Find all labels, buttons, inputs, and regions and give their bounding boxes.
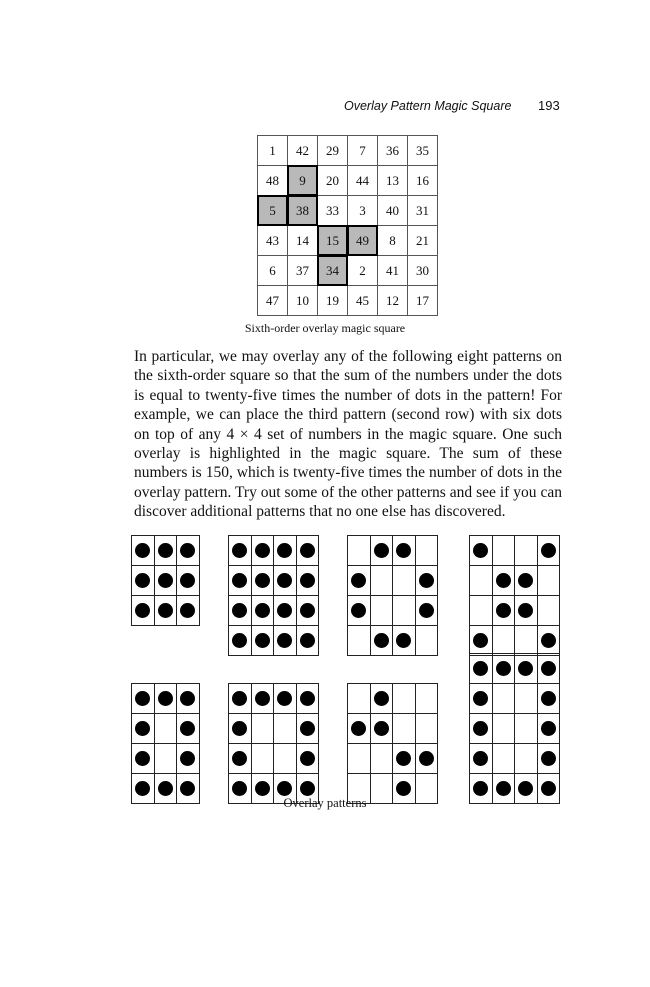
- pattern-dot: [255, 573, 270, 588]
- magic-square-cell: 15: [318, 226, 348, 256]
- magic-square-cell: 14: [288, 226, 318, 256]
- pattern-cell: [229, 714, 252, 744]
- pattern-cell: [348, 536, 371, 566]
- pattern-dot: [180, 781, 195, 796]
- pattern-cell: [470, 596, 493, 626]
- pattern-cell: [493, 654, 516, 684]
- magic-square-cell: 44: [348, 166, 378, 196]
- pattern-cell: [155, 714, 178, 744]
- magic-square-cell: 20: [318, 166, 348, 196]
- pattern-cell: [515, 744, 538, 774]
- pattern-dot: [255, 781, 270, 796]
- pattern-cell: [297, 536, 320, 566]
- pattern-cell: [393, 714, 416, 744]
- pattern-cell: [274, 536, 297, 566]
- pattern-dot: [473, 661, 488, 676]
- pattern-dot: [158, 573, 173, 588]
- magic-square-cell: 5: [258, 196, 288, 226]
- pattern-cell: [470, 714, 493, 744]
- pattern-dot: [135, 573, 150, 588]
- pattern-cell: [416, 684, 439, 714]
- pattern-dot: [135, 691, 150, 706]
- pattern-dot: [232, 751, 247, 766]
- pattern-cell: [252, 684, 275, 714]
- pattern-dot: [518, 603, 533, 618]
- pattern-cell: [229, 566, 252, 596]
- pattern-cell: [229, 744, 252, 774]
- magic-square-cell: 42: [288, 136, 318, 166]
- pattern-dot: [180, 691, 195, 706]
- pattern-dot: [396, 781, 411, 796]
- pattern-dot: [473, 691, 488, 706]
- pattern-dot: [180, 721, 195, 736]
- pattern-dot: [158, 691, 173, 706]
- pattern-dot: [419, 751, 434, 766]
- overlay-pattern: [131, 535, 200, 626]
- pattern-dot: [473, 751, 488, 766]
- pattern-cell: [538, 596, 561, 626]
- pattern-dot: [277, 573, 292, 588]
- pattern-dot: [300, 781, 315, 796]
- overlay-pattern: [469, 653, 560, 804]
- pattern-cell: [348, 744, 371, 774]
- pattern-dot: [473, 543, 488, 558]
- magic-square-cell: 10: [288, 286, 318, 316]
- pattern-dot: [473, 721, 488, 736]
- pattern-dot: [541, 751, 556, 766]
- magic-square-cell: 49: [348, 226, 378, 256]
- pattern-dot: [180, 603, 195, 618]
- pattern-dot: [541, 633, 556, 648]
- pattern-cell: [416, 566, 439, 596]
- overlay-cell-outline: [257, 195, 288, 226]
- pattern-cell: [393, 744, 416, 774]
- pattern-cell: [274, 744, 297, 774]
- pattern-dot: [232, 543, 247, 558]
- pattern-dot: [300, 721, 315, 736]
- pattern-cell: [177, 566, 200, 596]
- pattern-cell: [297, 744, 320, 774]
- pattern-cell: [155, 536, 178, 566]
- pattern-cell: [538, 744, 561, 774]
- pattern-dot: [255, 691, 270, 706]
- pattern-dot: [518, 661, 533, 676]
- magic-square-cell: 19: [318, 286, 348, 316]
- pattern-dot: [277, 603, 292, 618]
- pattern-dot: [473, 633, 488, 648]
- running-header-title: Overlay Pattern Magic Square: [344, 99, 512, 113]
- pattern-cell: [274, 714, 297, 744]
- pattern-cell: [470, 684, 493, 714]
- pattern-cell: [297, 684, 320, 714]
- pattern-dot: [158, 603, 173, 618]
- pattern-cell: [132, 714, 155, 744]
- pattern-dot: [232, 573, 247, 588]
- pattern-dot: [496, 781, 511, 796]
- pattern-dot: [419, 603, 434, 618]
- pattern-dot: [541, 721, 556, 736]
- pattern-dot: [232, 691, 247, 706]
- pattern-dot: [135, 751, 150, 766]
- pattern-cell: [371, 684, 394, 714]
- pattern-dot: [232, 603, 247, 618]
- magic-square-cell: 48: [258, 166, 288, 196]
- pattern-cell: [515, 684, 538, 714]
- pattern-cell: [297, 626, 320, 656]
- pattern-dot: [396, 633, 411, 648]
- pattern-cell: [371, 596, 394, 626]
- pattern-dot: [541, 543, 556, 558]
- magic-square-cell: 29: [318, 136, 348, 166]
- pattern-dot: [180, 751, 195, 766]
- pattern-cell: [155, 744, 178, 774]
- pattern-cell: [538, 654, 561, 684]
- pattern-cell: [297, 596, 320, 626]
- pattern-cell: [515, 596, 538, 626]
- overlay-cell-outline: [347, 225, 378, 256]
- pattern-cell: [297, 714, 320, 744]
- pattern-cell: [348, 714, 371, 744]
- magic-square-cell: 21: [408, 226, 438, 256]
- pattern-cell: [393, 626, 416, 656]
- pattern-cell: [515, 566, 538, 596]
- pattern-dot: [300, 751, 315, 766]
- magic-square-cell: 30: [408, 256, 438, 286]
- pattern-dot: [374, 543, 389, 558]
- pattern-cell: [229, 684, 252, 714]
- pattern-dot: [255, 633, 270, 648]
- pattern-dot: [158, 781, 173, 796]
- magic-square-row: [258, 286, 438, 316]
- pattern-cell: [470, 536, 493, 566]
- pattern-cell: [493, 596, 516, 626]
- pattern-dot: [541, 781, 556, 796]
- magic-square-row: [258, 166, 438, 196]
- pattern-dot: [518, 781, 533, 796]
- pattern-dot: [180, 543, 195, 558]
- pattern-dot: [232, 633, 247, 648]
- pattern-cell: [493, 684, 516, 714]
- patterns-caption: Overlay patterns: [283, 796, 367, 810]
- magic-square-cell: 41: [378, 256, 408, 286]
- pattern-cell: [371, 626, 394, 656]
- pattern-cell: [177, 684, 200, 714]
- pattern-dot: [300, 603, 315, 618]
- pattern-cell: [538, 714, 561, 744]
- pattern-dot: [135, 543, 150, 558]
- pattern-dot: [180, 573, 195, 588]
- magic-square-cell: 45: [348, 286, 378, 316]
- pattern-dot: [300, 573, 315, 588]
- pattern-dot: [277, 543, 292, 558]
- magic-square-cell: 3: [348, 196, 378, 226]
- magic-square-cell: 35: [408, 136, 438, 166]
- pattern-dot: [496, 573, 511, 588]
- pattern-cell: [416, 714, 439, 744]
- magic-square-cell: 1: [258, 136, 288, 166]
- magic-square-row: [258, 136, 438, 166]
- pattern-dot: [277, 633, 292, 648]
- overlay-pattern: [228, 535, 319, 656]
- magic-square-cell: 16: [408, 166, 438, 196]
- pattern-cell: [252, 596, 275, 626]
- pattern-dot: [135, 781, 150, 796]
- pattern-cell: [252, 714, 275, 744]
- pattern-dot: [473, 781, 488, 796]
- pattern-cell: [229, 596, 252, 626]
- pattern-dot: [541, 691, 556, 706]
- pattern-dot: [255, 543, 270, 558]
- magic-square-cell: 2: [348, 256, 378, 286]
- pattern-cell: [297, 566, 320, 596]
- pattern-cell: [416, 596, 439, 626]
- pattern-dot: [374, 721, 389, 736]
- pattern-dot: [351, 721, 366, 736]
- pattern-cell: [538, 684, 561, 714]
- pattern-cell: [470, 566, 493, 596]
- pattern-cell: [493, 566, 516, 596]
- pattern-cell: [155, 566, 178, 596]
- pattern-cell: [274, 684, 297, 714]
- page-number: 193: [538, 98, 560, 113]
- magic-square-cell: 17: [408, 286, 438, 316]
- pattern-cell: [393, 684, 416, 714]
- overlay-cell-outline: [317, 255, 348, 286]
- pattern-cell: [177, 536, 200, 566]
- pattern-cell: [132, 596, 155, 626]
- magic-square-cell: 36: [378, 136, 408, 166]
- pattern-dot: [396, 751, 411, 766]
- overlay-pattern: [228, 683, 319, 804]
- magic-square-cell: 8: [378, 226, 408, 256]
- pattern-cell: [515, 536, 538, 566]
- pattern-cell: [348, 596, 371, 626]
- magic-square-cell: 13: [378, 166, 408, 196]
- pattern-cell: [132, 684, 155, 714]
- pattern-dot: [277, 781, 292, 796]
- pattern-cell: [515, 654, 538, 684]
- pattern-dot: [232, 781, 247, 796]
- pattern-cell: [393, 566, 416, 596]
- pattern-dot: [255, 603, 270, 618]
- overlay-pattern: [131, 683, 200, 804]
- pattern-cell: [252, 626, 275, 656]
- pattern-cell: [371, 714, 394, 744]
- pattern-cell: [132, 536, 155, 566]
- pattern-cell: [348, 684, 371, 714]
- pattern-cell: [348, 626, 371, 656]
- pattern-cell: [229, 626, 252, 656]
- pattern-cell: [252, 744, 275, 774]
- pattern-dot: [496, 661, 511, 676]
- pattern-dot: [351, 603, 366, 618]
- pattern-cell: [538, 566, 561, 596]
- pattern-cell: [155, 596, 178, 626]
- pattern-dot: [232, 721, 247, 736]
- magic-square-cell: 9: [288, 166, 318, 196]
- pattern-cell: [538, 626, 561, 656]
- magic-square-cell: 12: [378, 286, 408, 316]
- magic-square-cell: 31: [408, 196, 438, 226]
- overlay-pattern: [347, 535, 438, 656]
- pattern-cell: [515, 626, 538, 656]
- pattern-dot: [300, 633, 315, 648]
- pattern-cell: [416, 626, 439, 656]
- pattern-dot: [300, 543, 315, 558]
- pattern-cell: [371, 566, 394, 596]
- pattern-dot: [135, 603, 150, 618]
- overlay-cell-outline: [287, 165, 318, 196]
- magic-square-cell: 38: [288, 196, 318, 226]
- overlay-pattern: [347, 683, 438, 804]
- pattern-cell: [493, 744, 516, 774]
- pattern-cell: [393, 536, 416, 566]
- pattern-cell: [538, 536, 561, 566]
- pattern-cell: [470, 626, 493, 656]
- pattern-cell: [177, 714, 200, 744]
- overlay-pattern: [469, 535, 560, 656]
- overlay-cell-outline: [287, 195, 318, 226]
- pattern-cell: [348, 566, 371, 596]
- pattern-dot: [396, 543, 411, 558]
- pattern-cell: [493, 626, 516, 656]
- magic-square-cell: 47: [258, 286, 288, 316]
- pattern-cell: [177, 596, 200, 626]
- pattern-cell: [177, 744, 200, 774]
- magic-square-caption: Sixth-order overlay magic square: [244, 321, 406, 335]
- magic-square-cell: 43: [258, 226, 288, 256]
- pattern-cell: [274, 626, 297, 656]
- pattern-dot: [541, 661, 556, 676]
- pattern-cell: [416, 536, 439, 566]
- overlay-cell-outline: [317, 225, 348, 256]
- pattern-dot: [351, 573, 366, 588]
- pattern-cell: [470, 744, 493, 774]
- pattern-cell: [493, 536, 516, 566]
- pattern-cell: [229, 536, 252, 566]
- magic-square-cell: 34: [318, 256, 348, 286]
- pattern-dot: [277, 691, 292, 706]
- pattern-cell: [371, 744, 394, 774]
- pattern-cell: [132, 744, 155, 774]
- magic-square-cell: 37: [288, 256, 318, 286]
- pattern-cell: [252, 536, 275, 566]
- pattern-dot: [496, 603, 511, 618]
- magic-square-cell: 7: [348, 136, 378, 166]
- pattern-dot: [135, 721, 150, 736]
- pattern-cell: [274, 566, 297, 596]
- pattern-dot: [374, 633, 389, 648]
- pattern-cell: [470, 654, 493, 684]
- pattern-cell: [155, 684, 178, 714]
- pattern-cell: [515, 714, 538, 744]
- pattern-dot: [374, 691, 389, 706]
- magic-square-cell: 40: [378, 196, 408, 226]
- pattern-cell: [393, 596, 416, 626]
- magic-square-cell: 33: [318, 196, 348, 226]
- pattern-cell: [371, 536, 394, 566]
- body-paragraph: In particular, we may overlay any of the following eight patterns on the sixth-order square so that the sum of the numbers under the dots is equal to twenty-five times the number of dots in the pattern! For example, we can place the third pattern (second row) with six dots on top of any 4 × 4 set of numbers in the magic square. One such overlay is highlighted in the magic square. The sum of these numbers is 150, which is twenty-five times the number of dots in the overlay pattern. Try out some of the other patterns and see if you can discover additional patterns that no one else has discovered.: [134, 348, 562, 521]
- magic-square-cell: 6: [258, 256, 288, 286]
- pattern-cell: [493, 714, 516, 744]
- pattern-cell: [274, 596, 297, 626]
- pattern-dot: [419, 573, 434, 588]
- pattern-dot: [158, 543, 173, 558]
- pattern-cell: [132, 566, 155, 596]
- pattern-dot: [518, 573, 533, 588]
- pattern-cell: [252, 566, 275, 596]
- pattern-cell: [416, 744, 439, 774]
- pattern-dot: [300, 691, 315, 706]
